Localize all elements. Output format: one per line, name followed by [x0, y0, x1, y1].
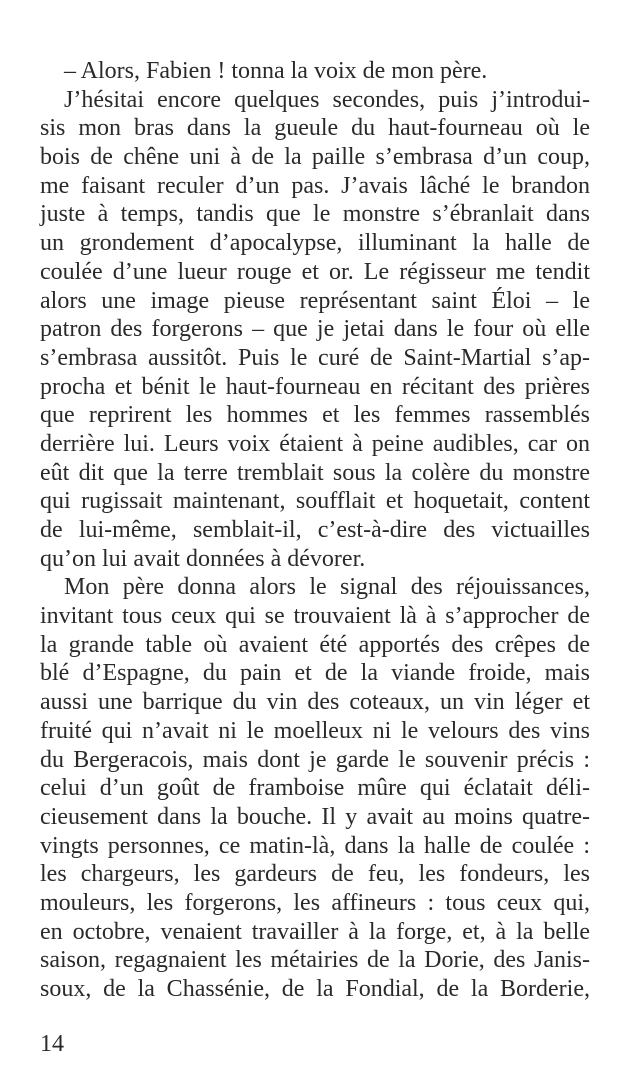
text-line: derrière lui. Leurs voix étaient à peine audibles, car on	[40, 430, 590, 457]
text-line: bois de chêne uni à de la paille s’embrasa d’un coup,	[40, 144, 590, 171]
text-line: les chargeurs, les gardeurs de feu, les fondeurs, les	[40, 861, 590, 888]
text-line: patron des forgerons – que je jetai dans le four où elle	[40, 316, 590, 343]
text-line: alors une image pieuse représentant saint Éloi – le	[40, 287, 590, 314]
text-line: qui rugissait maintenant, soufflait et hoquetait, content	[40, 488, 590, 515]
text-line: procha et bénit le haut-fourneau en récitant des prières	[40, 373, 590, 400]
text-line: mouleurs, les forgerons, les affineurs : tous ceux qui,	[40, 889, 590, 916]
text-line: saison, regagnaient les métairies de la Dorie, des Janis-	[40, 947, 590, 974]
page-number: 14	[40, 1031, 64, 1057]
text-line: que reprirent les hommes et les femmes rassemblés	[40, 402, 590, 429]
text-line: juste à temps, tandis que le monstre s’ébranlait dans	[40, 201, 590, 228]
text-line: de lui-même, semblait-il, c’est-à-dire des victuailles	[40, 517, 590, 543]
text-line: s’embrasa aussitôt. Puis le curé de Saint-Martial s’ap-	[40, 344, 590, 371]
text-line: blé d’Espagne, du pain et de la viande froide, mais	[40, 660, 590, 687]
text-line: cieusement dans la bouche. Il y avait au moins quatre-	[40, 803, 590, 830]
text-line: du Bergeracois, mais dont je garde le souvenir précis :	[40, 746, 590, 773]
text-line: sis mon bras dans la gueule du haut-fourneau où le	[40, 115, 590, 142]
text-line: qu’on lui avait données à dévorer.	[40, 545, 366, 572]
text-line: me faisant reculer d’un pas. J’avais lâché le brandon	[40, 172, 590, 199]
text-line: eût dit que la terre tremblait sous la colère du monstre	[40, 459, 590, 486]
text-line: J’hésitai encore quelques secondes, puis j’introdui-	[64, 86, 590, 113]
text-line: en octobre, venaient travailler à la forge, et, à la belle	[40, 918, 590, 945]
text-line: un grondement d’apocalypse, illuminant la halle de	[40, 230, 590, 257]
text-line: soux, de la Chassénie, de la Fondial, de la Borderie,	[40, 976, 590, 1002]
text-line: Mon père donna alors le signal des réjouissances,	[64, 574, 590, 601]
text-line: aussi une barrique du vin des coteaux, un vin léger et	[40, 689, 590, 716]
text-line: la grande table où avaient été apportés des crêpes de	[40, 631, 590, 658]
text-line: – Alors, Fabien ! tonna la voix de mon père.	[64, 58, 488, 84]
text-line: fruité qui n’avait ni le moelleux ni le velours des vins	[40, 717, 590, 744]
text-line: coulée d’une lueur rouge et or. Le régisseur me tendit	[40, 258, 590, 285]
text-line: vingts personnes, ce matin-là, dans la halle de coulée :	[40, 832, 590, 859]
text-line: invitant tous ceux qui se trouvaient là à s’approcher de	[40, 603, 590, 630]
text-line: celui d’un goût de framboise mûre qui éclatait déli-	[40, 775, 590, 802]
body-text	[40, 57, 590, 1004]
